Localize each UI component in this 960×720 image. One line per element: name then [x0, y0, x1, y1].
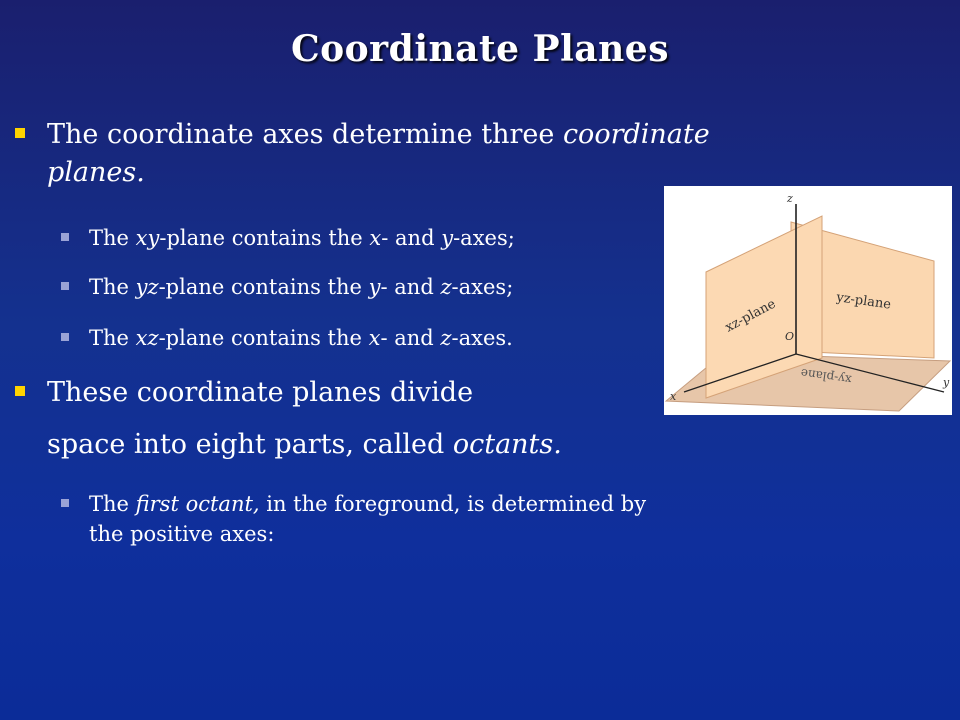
sub-item-yz-plane [89, 272, 513, 302]
bullet-marker [15, 386, 25, 396]
bullet-marker [15, 128, 25, 138]
xz-plane-label: xz-plane [722, 296, 779, 336]
text: the positive axes: [89, 522, 275, 546]
bullet-text-line2: space into eight parts, called [47, 429, 453, 460]
italic-text: xz [135, 326, 159, 350]
yz-plane-label: yz-plane [835, 290, 892, 313]
bullet-emphasis: coordinate [562, 119, 710, 150]
italic-text: z [440, 275, 452, 299]
italic-text: x [368, 326, 381, 350]
text: - and [380, 275, 441, 299]
italic-text: y [368, 275, 381, 299]
sub-bullet-marker [61, 233, 69, 241]
bullet-emphasis: octants. [452, 429, 562, 460]
sub-item-xz-plane [89, 323, 513, 353]
x-label: x [670, 390, 677, 403]
z-label: z [787, 192, 793, 205]
bullet-text: These coordinate planes divide [47, 377, 474, 408]
sub-bullet-marker [61, 333, 69, 341]
italic-text: z [440, 326, 452, 350]
text: - and [380, 326, 441, 350]
coordinate-planes-figure [664, 186, 952, 415]
italic-text: first octant, [135, 492, 260, 516]
y-label: y [943, 376, 950, 389]
text: The [89, 226, 136, 250]
sub-bullet-marker [61, 282, 69, 290]
text: -axes. [451, 326, 513, 350]
xy-plane-label: xy-plane [799, 365, 853, 387]
origin-label: O [785, 330, 795, 343]
sub-bullet-marker [61, 499, 69, 507]
bullet-octants [47, 374, 687, 464]
italic-text: yz [135, 275, 159, 299]
sub-item-xy-plane [89, 223, 515, 253]
text: -axes; [451, 275, 514, 299]
text: -plane contains the [158, 275, 369, 299]
sub-item-first-octant [89, 489, 849, 549]
text: The [89, 492, 136, 516]
text: -plane contains the [159, 226, 370, 250]
text: The [89, 275, 136, 299]
bullet-coordinate-planes [47, 116, 827, 192]
bullet-text-line2: planes. [47, 157, 145, 188]
bullet-text: The coordinate axes determine three [47, 119, 563, 150]
slide-title: Coordinate Planes [291, 28, 669, 70]
text: The [89, 326, 136, 350]
text: -plane contains the [158, 326, 369, 350]
coordinate-planes-diagram [664, 186, 952, 415]
text: -axes; [453, 226, 515, 250]
text: in the foreground, is determined by [259, 492, 647, 516]
italic-text: y [441, 226, 454, 250]
italic-text: x [369, 226, 382, 250]
italic-text: xy [135, 226, 160, 250]
text: - and [381, 226, 442, 250]
